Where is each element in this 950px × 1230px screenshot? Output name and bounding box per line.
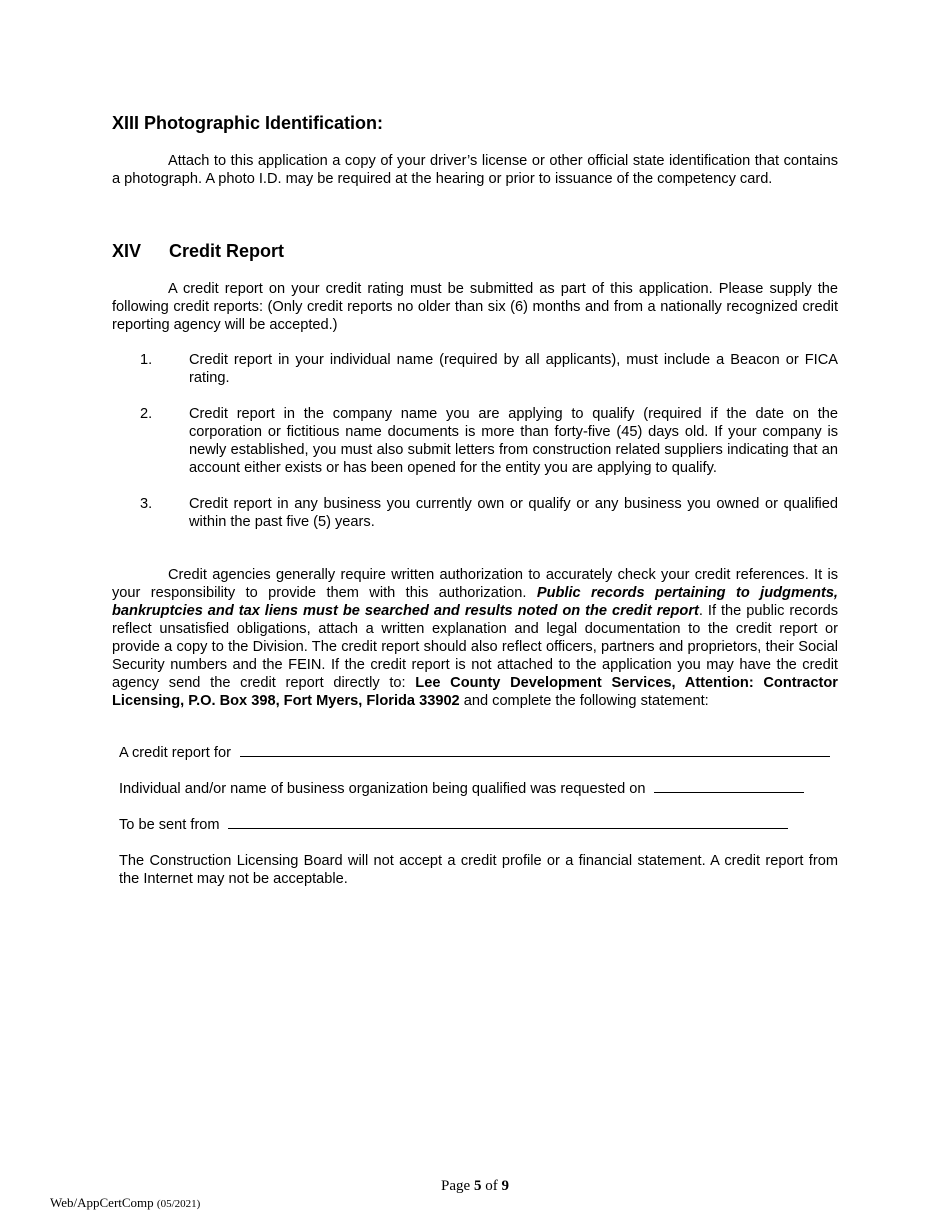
section-14-intro: A credit report on your credit rating must be submitted as part of this application. Please supply the following credit reports: (Only credit reports no older than six (6) months and from a nationally recognized credit reporting agency will be accepted.) <box>112 281 838 333</box>
page-total: 9 <box>501 1178 509 1194</box>
page-of: of <box>481 1178 502 1194</box>
sent-from-field[interactable] <box>228 816 788 829</box>
page-current: 5 <box>473 1178 482 1194</box>
page-prefix: Page <box>441 1178 474 1194</box>
doc-code: Web/AppCertComp <box>50 1195 154 1210</box>
sent-from-label: To be sent from <box>119 817 220 833</box>
section-13-paragraph: Attach to this application a copy of your driver’s license or other official state identification that contains a photograph. A photo I.D. may be required at the hearing or prior to issuance of the competency card. <box>112 153 838 187</box>
credit-report-for-label: A credit report for <box>119 745 231 761</box>
requested-on-label: Individual and/or name of business organization being qualified was requested on <box>119 781 646 797</box>
authorization-paragraph <box>112 566 838 710</box>
list-item: Credit report in your individual name (required by all applicants), must include a Beacon or FICA rating. <box>189 352 838 386</box>
requested-on-field[interactable] <box>654 780 804 793</box>
list-item: Credit report in the company name you are applying to qualify (required if the date on the corporation or fictitious name documents is more than forty-five (45) days old. If your company is newly established, you must also submit letters from construction related suppliers indicating that an account either exists or has been opened for the entity you are applying to qualify. <box>189 406 838 476</box>
list-item-number: 2. <box>140 406 153 422</box>
mailing-address: Lee County Development Services, Attention: Contractor Licensing, P.O. Box 398, Fort Myers, Florida 33902 <box>112 675 838 709</box>
section-13-heading: XIII Photographic Identification: <box>112 113 384 133</box>
authorization-text-3: and complete the following statement: <box>459 693 709 709</box>
authorization-text-2: . If the public records reflect unsatisfied obligations, attach a written explanation and legal documentation to the credit report or provide a copy to the Division. The credit report should also reflect officers, partners and proprietors, their Social Security numbers and the FEIN. If the credit report is not attached to the application you may have the credit agency send the credit report directly to: <box>112 603 838 691</box>
sent-from-row <box>119 816 788 834</box>
document-code <box>50 1194 200 1213</box>
section-14-number: XIV <box>112 241 142 261</box>
page-number <box>0 1177 950 1195</box>
doc-date: (05/2021) <box>156 1198 201 1210</box>
list-item-number: 1. <box>140 352 153 368</box>
board-notice: The Construction Licensing Board will not accept a credit profile or a financial statement. A credit report from the Internet may not be acceptable. <box>119 853 838 887</box>
requested-on-row <box>119 780 804 798</box>
public-records-notice: Public records pertaining to judgments, bankruptcies and tax liens must be searched and results noted on the credit report <box>112 585 838 619</box>
list-item-number: 3. <box>140 496 153 512</box>
section-14-title: Credit Report <box>169 241 285 261</box>
credit-report-for-row <box>119 744 830 762</box>
authorization-text-1: Credit agencies generally require written authorization to accurately check your credit references. It is your responsibility to provide them with this authorization. <box>112 567 838 601</box>
credit-report-for-field[interactable] <box>240 744 830 757</box>
list-item: Credit report in any business you currently own or qualify or any business you owned or qualified within the past five (5) years. <box>189 496 838 530</box>
